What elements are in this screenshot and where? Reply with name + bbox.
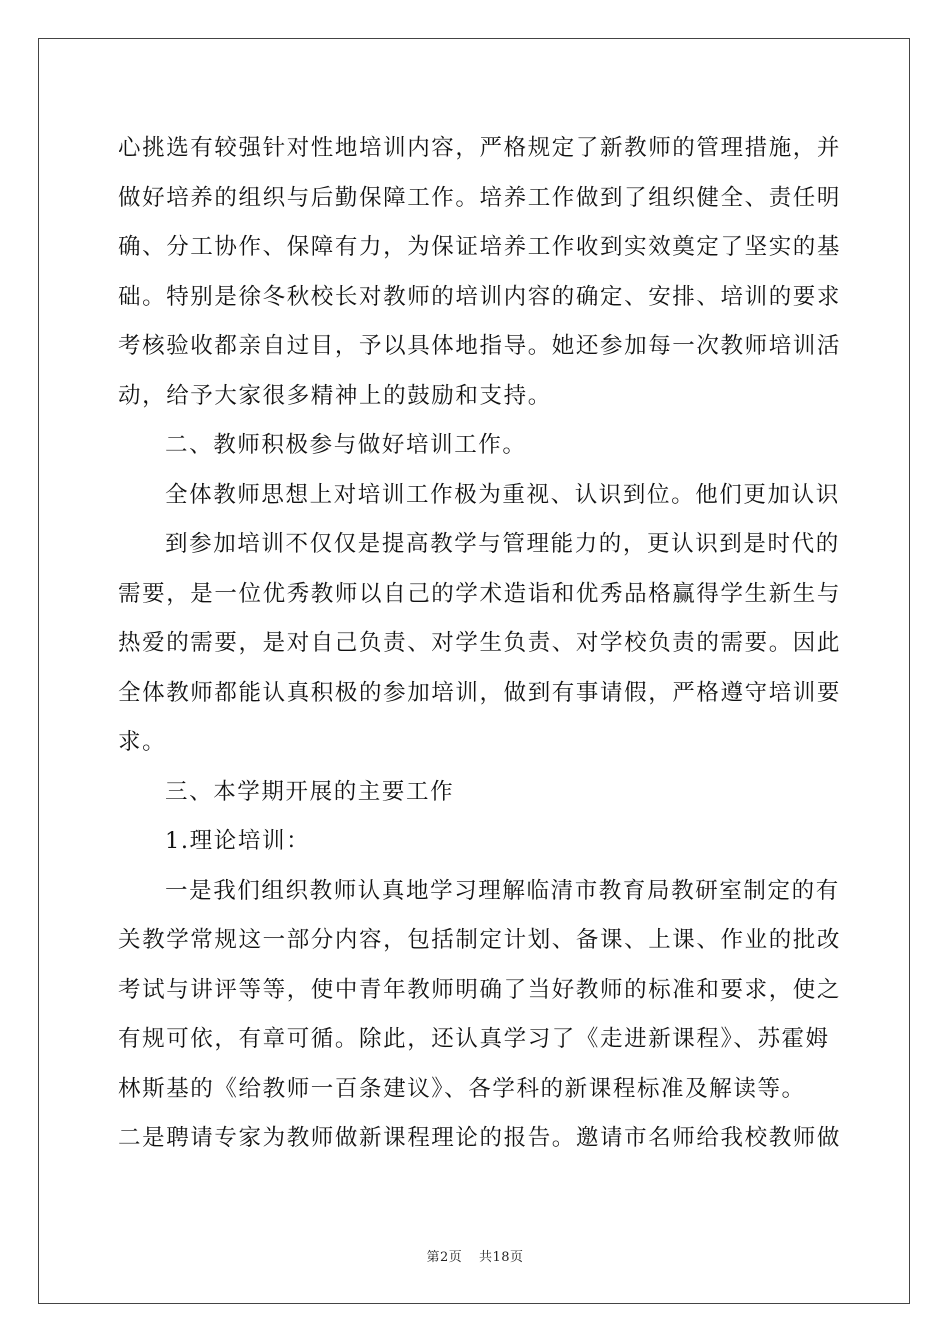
text-line: 林斯基的《给教师一百条建议》、各学科的新课程标准及解读等。 [118, 1075, 806, 1102]
text-line: 需要，是一位优秀教师以自己的学术造诣和优秀品格赢得学生新生与 [118, 580, 842, 607]
text-line: 考核验收都亲自过目，予以具体地指导。她还参加每一次教师培训活 [118, 333, 842, 359]
text-line: 三、本学期开展的主要工作 [165, 778, 455, 805]
text-line: 考试与讲评等等，使中青年教师明确了当好教师的标准和要求，使之 [118, 976, 842, 1003]
text-line: 心挑选有较强针对性地培训内容，严格规定了新教师的管理措施，并 [118, 135, 842, 161]
text-line: 全体教师都能认真积极的参加培训，做到有事请假，严格遵守培训要 [118, 679, 842, 706]
text-line: 关教学常规这一部分内容，包括制定计划、备课、上课、作业的批改 [118, 927, 842, 953]
text-line: 二、教师积极参与做好培训工作。 [165, 432, 527, 458]
text-line: 动，给予大家很多精神上的鼓励和支持。 [118, 382, 552, 409]
text-line: 一是我们组织教师认真地学习理解临清市教育局教研室制定的有 [165, 877, 840, 904]
text-line: 有规可依，有章可循。除此，还认真学习了《走进新课程》、苏霍姆 [118, 1026, 830, 1052]
page-footer [0, 1246, 950, 1265]
page-total: 共18页 [478, 1250, 524, 1265]
text-line: 到参加培训不仅仅是提高教学与管理能力的，更认识到是时代的 [165, 531, 840, 557]
text-line: 求。 [118, 729, 167, 755]
page-number: 第2页 [426, 1250, 463, 1265]
text-line: 础。特别是徐冬秋校长对教师的培训内容的确定、安排、培训的要求 [118, 283, 842, 310]
text-line: 1.理论培训： [165, 828, 311, 854]
text-line: 做好培养的组织与后勤保障工作。培养工作做到了组织健全、责任明 [118, 184, 842, 211]
text-line: 确、分工协作、保障有力，为保证培养工作收到实效奠定了坚实的基 [118, 234, 842, 260]
text-line: 二是聘请专家为教师做新课程理论的报告。邀请市名师给我校教师做 [118, 1125, 842, 1151]
text-line: 全体教师思想上对培训工作极为重视、认识到位。他们更加认识 [165, 481, 840, 508]
document-body [118, 124, 842, 1164]
text-line: 热爱的需要，是对自己负责、对学生负责、对学校负责的需要。因此 [118, 630, 842, 656]
